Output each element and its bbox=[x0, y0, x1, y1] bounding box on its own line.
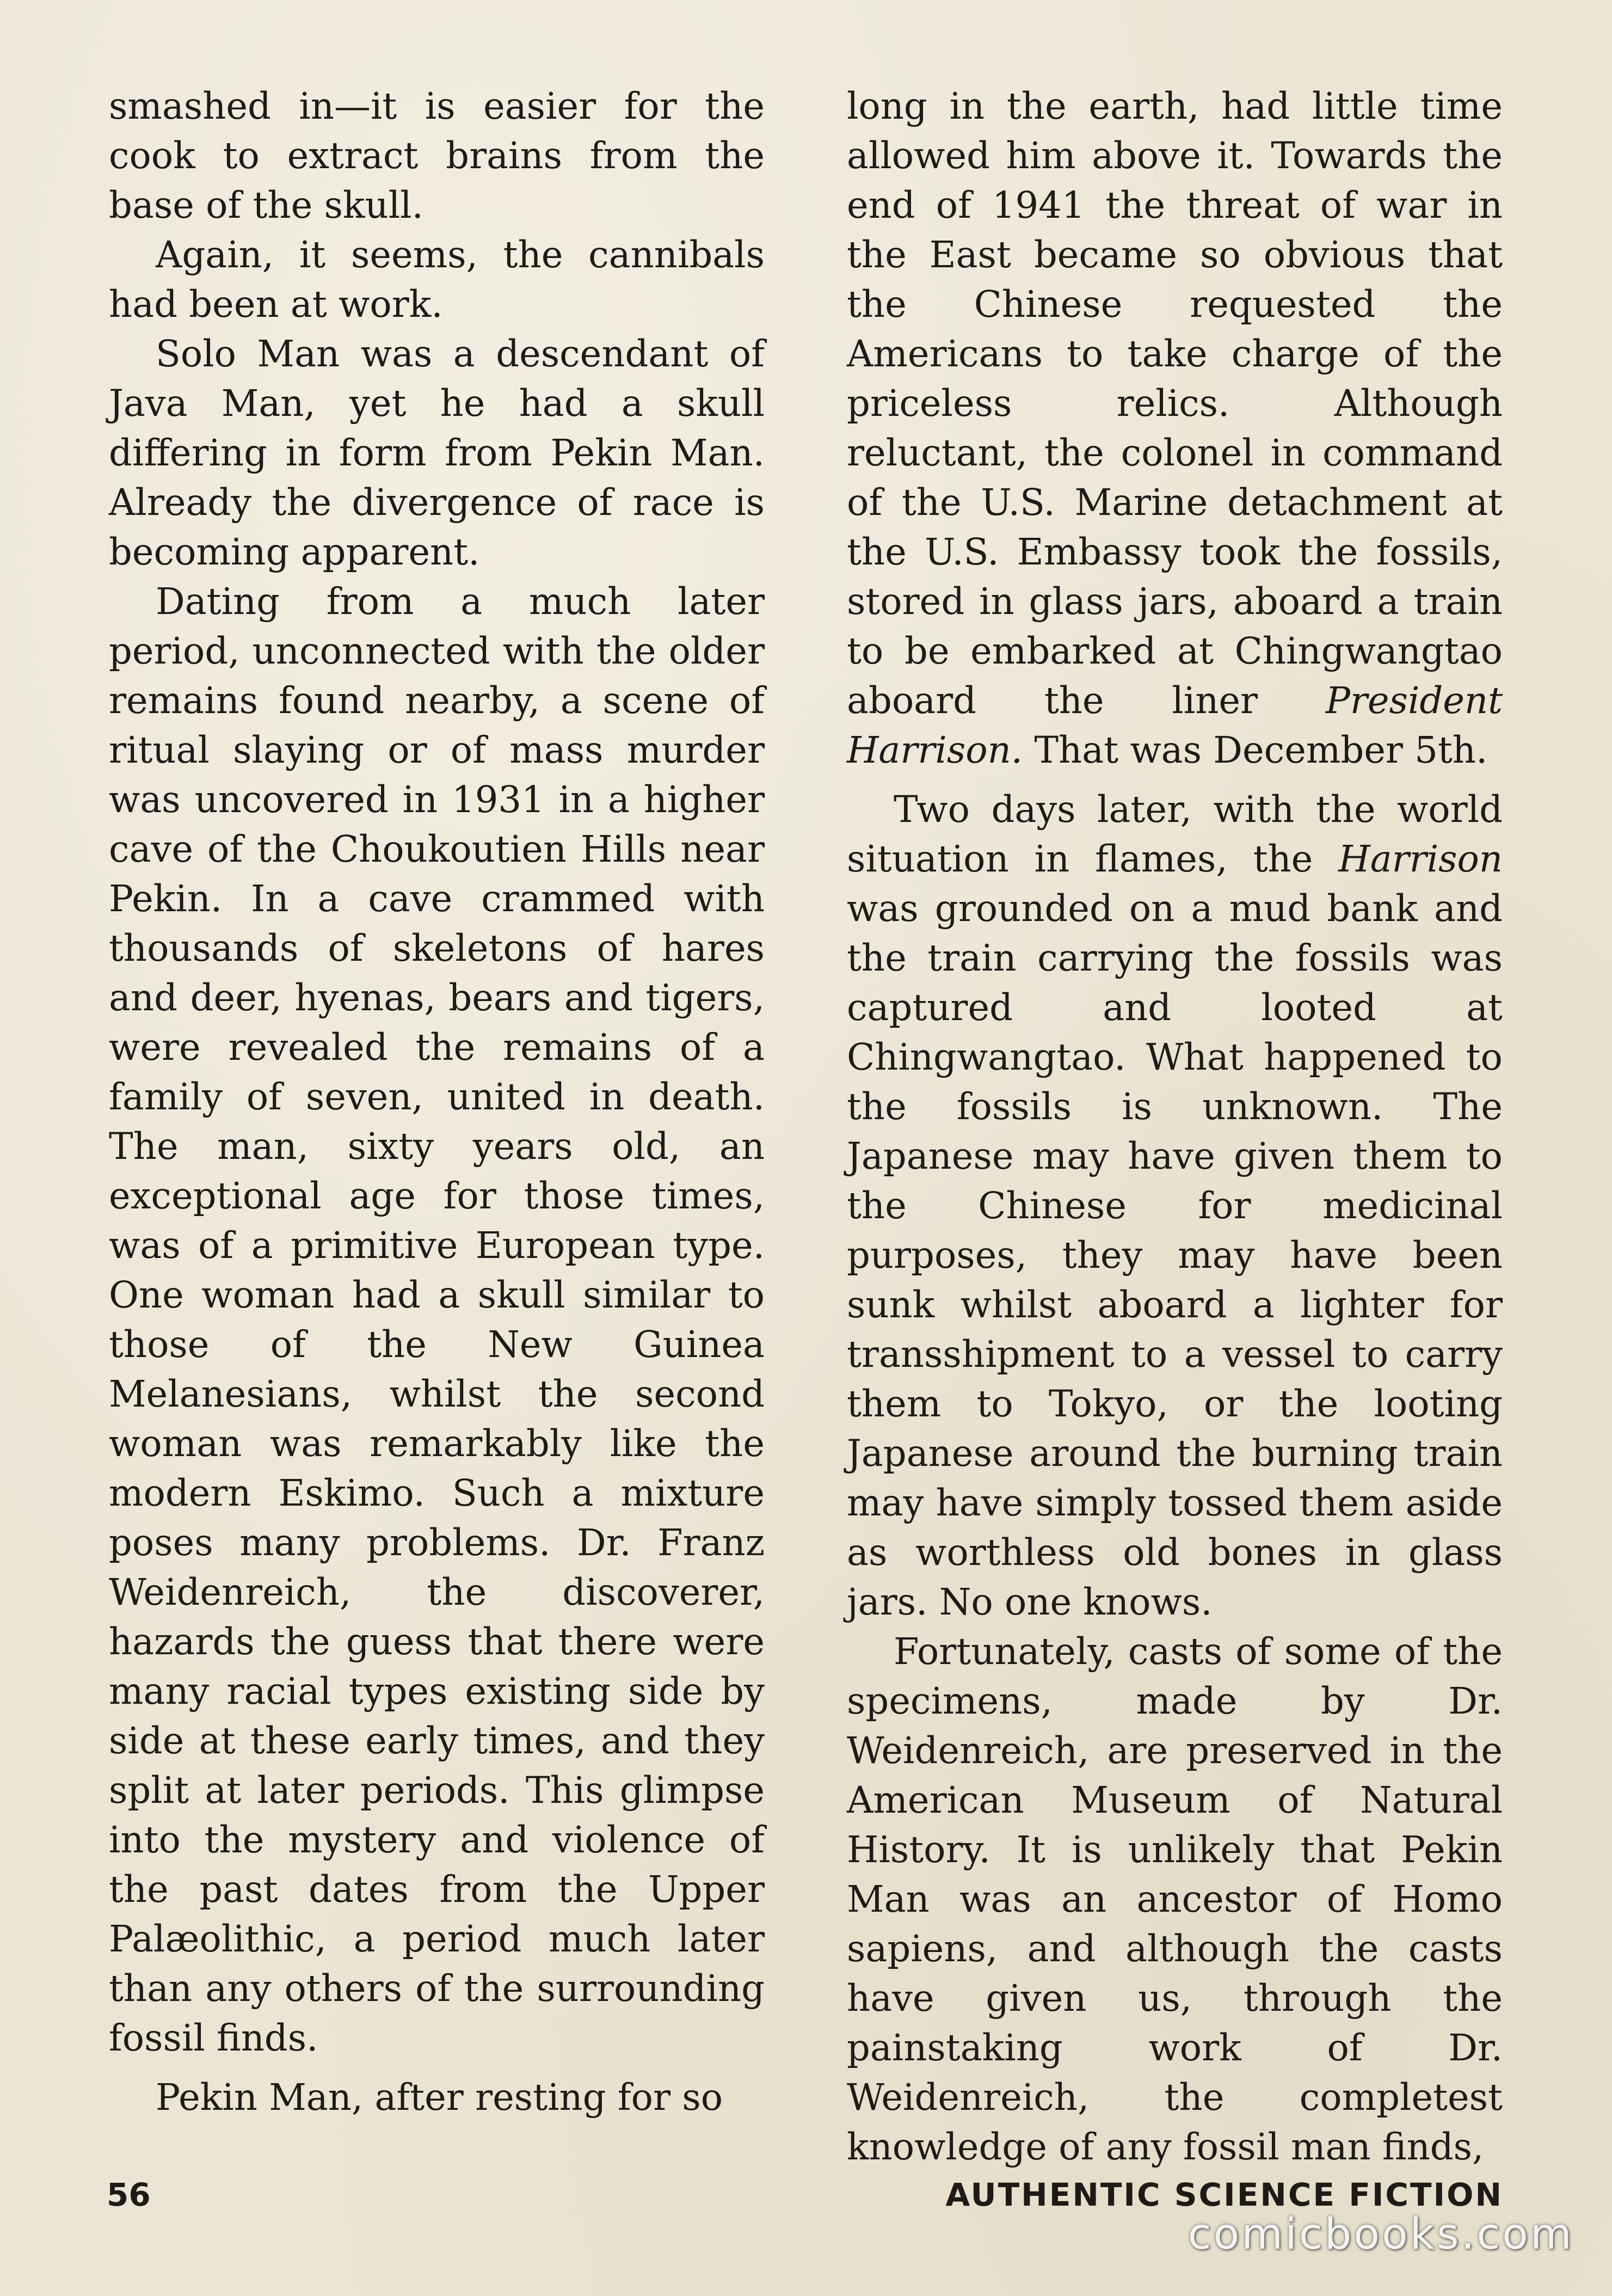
paragraph: Fortunately, casts of some of the specimens, made by Dr. Weidenreich, are preserved in the American Museum of Natural History. It is unlikely that Pekin Man was an ancestor of Homo sapiens, and although the casts have given us, through the painstaking work of Dr. Weidenreich, the completest knowledge of any fossil man finds, bbox=[847, 1630, 1503, 2168]
paragraph: smashed in—it is easier for the cook to extract brains from the base of the skull. bbox=[109, 85, 765, 226]
page-number: 56 bbox=[107, 2176, 151, 2213]
watermark: comicbooks.com bbox=[1188, 2210, 1574, 2259]
paragraph: Pekin Man, after resting for so bbox=[156, 2076, 723, 2119]
text-run: That was December 5th. bbox=[1023, 729, 1488, 771]
paragraph: Again, it seems, the cannibals had been at work. bbox=[109, 234, 765, 326]
paragraph: Solo Man was a descendant of Java Man, yet he had a skull differing in form from Pekin Man. Already the divergence of race is becoming apparent. bbox=[109, 333, 765, 573]
text-run: Two days later, with the world situation in flames, the bbox=[847, 788, 1503, 880]
ship-name-italic: Harrison bbox=[1338, 838, 1503, 880]
right-text-column bbox=[847, 82, 1503, 2172]
paragraph: Dating from a much later period, unconnected with the older remains found nearby, a scene of ritual slaying or of mass murder was uncovered in 1931 in a higher cave of the Choukoutien Hills near Pekin. In a cave crammed with thousands of skeletons of hares and deer, hyenas, bears and tigers, were revealed the remains of a family of seven, united in death. The man, sixty years old, an exceptional age for those times, was of a primitive European type. One woman had a skull similar to those of the New Guinea Melanesians, whilst the second woman was remarkably like the modern Eskimo. Such a mixture poses many problems. Dr. Franz Weidenreich, the discoverer, hazards the guess that there were many racial types existing side by side at these early times, and they split at later periods. This glimpse into the mystery and violence of the past dates from the Upper Palæolithic, a period much later than any others of the surrounding fossil finds. bbox=[109, 580, 765, 2059]
ship-name-italic: President Harrison. bbox=[847, 679, 1503, 771]
paragraph bbox=[847, 82, 1503, 775]
running-footer: AUTHENTIC SCIENCE FICTION bbox=[945, 2176, 1503, 2213]
left-text-column bbox=[109, 82, 765, 2122]
text-run: was grounded on a mud bank and the train carrying the fossils was captured and looted at Chingwangtao. What happened to the fossils is unknown. The Japanese may have given them to the Chinese for medicinal purposes, they may have been sunk whilst aboard a lighter for transshipment to a vessel to carry them to Tokyo, or the looting Japanese around the burning train may have simply tossed them aside as worthless old bones in glass jars. No one knows. bbox=[847, 887, 1503, 1623]
paragraph bbox=[847, 785, 1503, 1627]
text-run: long in the earth, had little time allowed him above it. Towards the end of 1941 the threat of war in the East became so obvious that the Chinese requested the Americans to take charge of the priceless relics. Although reluctant, the colonel in command of the U.S. Marine detachment at the U.S. Embassy took the fossils, stored in glass jars, aboard a train to be embarked at Chingwangtao aboard the liner bbox=[847, 85, 1503, 722]
